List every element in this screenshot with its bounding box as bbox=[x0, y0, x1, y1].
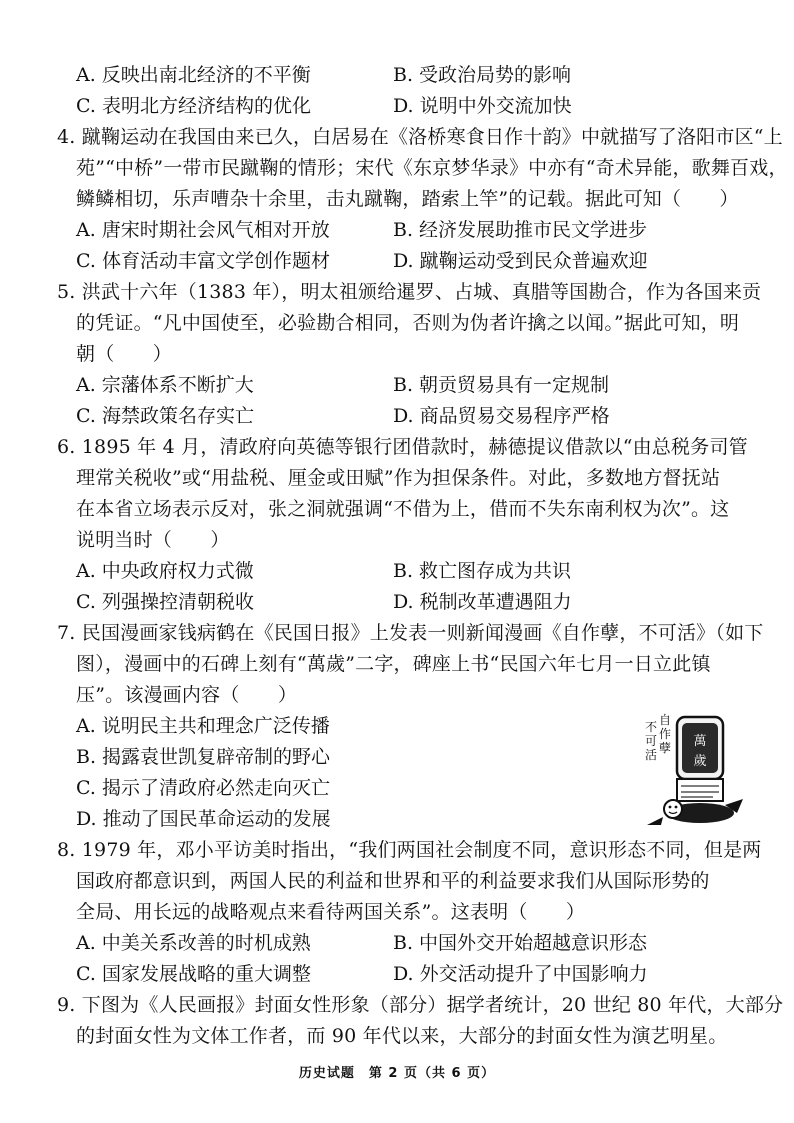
q4-stem-line-2: 苑”“中桥”一带市民蹴鞠的情形；宋代《东京梦华录》中亦有“奇术异能，歌舞百戏， bbox=[76, 157, 788, 179]
q3-option-a: A. 反映出南北经济的不平衡 bbox=[76, 64, 311, 86]
q7-stem-line-1: 7. 民国漫画家钱病鹤在《民国日报》上发表一则新闻漫画《自作孽，不可活》（如下 bbox=[57, 622, 764, 644]
q3-option-d: D. 说明中外交流加快 bbox=[393, 95, 572, 117]
q8-option-b: B. 中国外交开始超越意识形态 bbox=[393, 932, 648, 954]
stele-char-1: 萬 bbox=[693, 734, 707, 749]
q8-stem-line-1: 8. 1979 年，邓小平访美时指出，“我们两国社会制度不同，意识形态不同，但是两 bbox=[57, 839, 762, 861]
q4-stem-line-1: 4. 蹴鞠运动在我国由来已久，白居易在《洛桥寒食日作十韵》中就描写了洛阳市区“上 bbox=[57, 126, 783, 148]
q8-option-d: D. 外交活动提升了中国影响力 bbox=[393, 963, 648, 985]
q5-option-b: B. 朝贡贸易具有一定规制 bbox=[393, 374, 610, 396]
q5-stem-line-2: 的凭证。“凡中国使至，必验勘合相同，否则为伪者许擒之以闻。”据此可知，明 bbox=[76, 312, 740, 334]
page-footer: 历史试题 第 2 页（共 6 页） bbox=[298, 1066, 496, 1081]
q7-option-d: D. 推动了国民革命运动的发展 bbox=[76, 808, 331, 830]
q6-option-c: C. 列强操控清朝税收 bbox=[76, 591, 254, 613]
q7-option-a: A. 说明民主共和理念广泛传播 bbox=[76, 715, 330, 737]
stele-char-2: 歲 bbox=[693, 754, 707, 769]
q5-stem-line-1: 5. 洪武十六年（1383 年），明太祖颁给暹罗、占城、真腊等国勘合，作为各国来贡 bbox=[57, 281, 762, 303]
q4-option-a: A. 唐宋时期社会风气相对开放 bbox=[76, 219, 330, 241]
caption-char-3: 活 bbox=[645, 748, 658, 762]
q8-stem-line-2: 国政府都意识到，两国人民的利益和世界和平的利益要求我们从国际形势的 bbox=[76, 870, 710, 892]
q3-option-c: C. 表明北方经济结构的优化 bbox=[76, 95, 311, 117]
q6-stem-line-3: 在本省立场表示反对，张之洞就强调“不借为上，借而不失东南利权为次”。这 bbox=[76, 498, 730, 520]
q8-option-a: A. 中美关系改善的时机成熟 bbox=[76, 932, 311, 954]
caption-char-6: 孽 bbox=[659, 741, 672, 755]
q5-stem-line-3: 朝（ ） bbox=[76, 343, 173, 365]
caption-char-1: 不 bbox=[645, 720, 658, 734]
q9-stem-line-1: 9. 下图为《人民画报》封面女性形象（部分）据学者统计，20 世纪 80 年代，大部分 bbox=[57, 994, 784, 1016]
q3-option-b: B. 受政治局势的影响 bbox=[393, 64, 572, 86]
cartoon-drawing bbox=[633, 713, 751, 831]
stele-base bbox=[677, 779, 723, 801]
q7-stem-line-2: 图），漫画中的石碑上刻有“萬歲”二字，碑座上书“民国六年七月一日立此镇 bbox=[76, 653, 711, 675]
q6-stem-line-4: 说明当时（ ） bbox=[76, 529, 230, 551]
q4-option-d: D. 蹴鞠运动受到民众普遍欢迎 bbox=[393, 250, 648, 272]
caption-char-2: 可 bbox=[645, 734, 658, 748]
q7-option-b: B. 揭露袁世凯复辟帝制的野心 bbox=[76, 746, 331, 768]
q9-stem-line-2: 的封面女性为文体工作者，而 90 年代以来，大部分的封面女性为演艺明星。 bbox=[76, 1025, 728, 1047]
q5-option-a: A. 宗藩体系不断扩大 bbox=[76, 374, 254, 396]
caption-char-4: 自 bbox=[659, 713, 672, 727]
q6-option-b: B. 救亡图存成为共识 bbox=[393, 560, 572, 582]
caption-char-5: 作 bbox=[659, 727, 672, 741]
q4-option-c: C. 体育活动丰富文学创作题材 bbox=[76, 250, 330, 272]
q4-stem-line-3: 鳞鳞相切，乐声嘈杂十余里，击丸蹴鞠，踏索上竿”的记载。据此可知（ ） bbox=[76, 188, 739, 210]
q7-stem-line-3: 压”。该漫画内容（ ） bbox=[76, 684, 298, 706]
q6-stem-line-1: 6. 1895 年 4 月，清政府向英德等银行团借款时，赫德提议借款以“由总税务司管 bbox=[57, 436, 748, 458]
q8-stem-line-3: 全局、用长远的战略观点来看待两国关系”。这表明（ ） bbox=[76, 901, 586, 923]
q5-option-d: D. 商品贸易交易程序严格 bbox=[393, 405, 610, 427]
cartoon-illustration bbox=[633, 713, 751, 831]
q6-stem-line-2: 理常关税收”或“用盐税、厘金或田赋”作为担保条件。对此，多数地方督抚站 bbox=[76, 467, 721, 489]
q4-option-b: B. 经济发展助推市民文学进步 bbox=[393, 219, 648, 241]
q6-option-d: D. 税制改革遭遇阻力 bbox=[393, 591, 572, 613]
q8-option-c: C. 国家发展战略的重大调整 bbox=[76, 963, 311, 985]
q5-option-c: C. 海禁政策名存实亡 bbox=[76, 405, 254, 427]
q7-option-c: C. 揭示了清政府必然走向灭亡 bbox=[76, 777, 330, 799]
figure-head bbox=[664, 800, 682, 818]
q6-option-a: A. 中央政府权力式微 bbox=[76, 560, 254, 582]
